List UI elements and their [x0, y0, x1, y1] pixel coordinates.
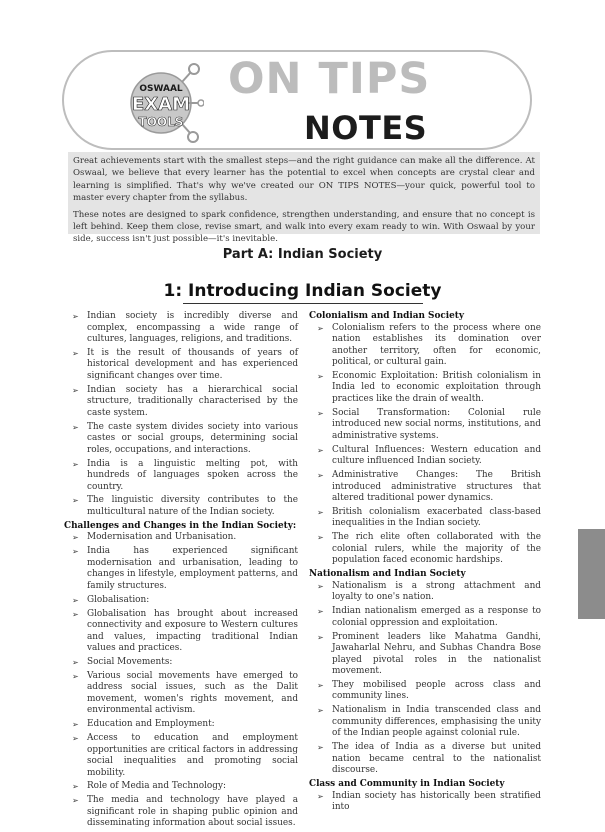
- bullet-item: ➢ Modernisation and Urbanisation.: [64, 532, 298, 544]
- intro-paragraph-2: These notes are designed to spark confidence, strengthen understanding, and ensure that no concept is left behind. Keep them close, revise smart, and walk into every exam ready to win. With Oswaal by your side, success isn't just possible—it's inevitable.: [73, 209, 535, 245]
- chapter-title: 1: Introducing Indian Society: [163, 281, 442, 301]
- bullet-item: ➢ Indian society has historically been stratified into: [309, 791, 541, 814]
- bullet-item: ➢ The caste system divides society into various castes or social groups, determining social roles, occupations, and interactions.: [64, 422, 298, 457]
- left-column: [64, 311, 298, 832]
- bullet-item: ➢ Social Transformation: Colonial rule introduced new social norms, institutions, and administrative systems.: [309, 408, 541, 443]
- bullet-item: ➢ Role of Media and Technology:: [64, 781, 298, 793]
- intro-box: [68, 152, 540, 245]
- bullet-item: ➢ India is a linguistic melting pot, with hundreds of languages spoken across the country.: [64, 459, 298, 494]
- logo-text-tools: TOOLS: [138, 115, 184, 129]
- bullet-item: ➢ Nationalism is a strong attachment and loyalty to one's nation.: [309, 581, 541, 604]
- bullet-item: ➢ Colonialism refers to the process where one nation establishes its domination over another territory, often for economic, political, or cultural gain.: [309, 323, 541, 369]
- bullet-item: ➢ Social Movements:: [64, 657, 298, 669]
- bullet-item: ➢ Indian nationalism emerged as a response to colonial oppression and exploitation.: [309, 606, 541, 629]
- bullet-item: ➢ Nationalism in India transcended class and community differences, emphasising the unity of the Indian people against colonial rule.: [309, 705, 541, 740]
- banner-title-on-tips: ON TIPS: [228, 54, 431, 104]
- banner-title-notes: NOTES: [304, 109, 428, 147]
- bullet-item: ➢ Administrative Changes: The British introduced administrative structures that altered traditional power dynamics.: [309, 470, 541, 505]
- bullet-item: ➢ The rich elite often collaborated with the colonial rulers, while the majority of the population faced economic hardships.: [309, 532, 541, 567]
- section-heading-nationalism: Nationalism and Indian Society: [309, 569, 466, 580]
- logo-text-exam: EXAM: [131, 94, 191, 115]
- intro-paragraph-1: Great achievements start with the smallest steps—and the right guidance can make all the difference. At Oswaal, we believe that every learner has the potential to excel when concepts are crystal clear and learning is simplified. That's why we've created our ON TIPS NOTES—your quick, powerful tool to master every chapter from the syllabus.: [73, 156, 535, 204]
- bullet-item: ➢ The media and technology have played a significant role in shaping public opinion and disseminating information about social issues.: [64, 795, 298, 830]
- oswaal-logo: [118, 60, 204, 146]
- bullet-list-colonialism: [309, 323, 541, 567]
- bullet-item: ➢ Economic Exploitation: British colonialism in India led to economic exploitation through practices like the drain of wealth.: [309, 371, 541, 406]
- bullet-item: ➢ Globalisation:: [64, 595, 298, 607]
- bullet-list-intro: [64, 311, 298, 518]
- bullet-item: ➢ Cultural Influences: Western education and culture influenced Indian society.: [309, 445, 541, 468]
- bullet-item: ➢ Indian society has a hierarchical social structure, traditionally characterised by the caste system.: [64, 385, 298, 420]
- bullet-item: ➢ British colonialism exacerbated class-based inequalities in the Indian society.: [309, 507, 541, 530]
- bullet-item: ➢ Prominent leaders like Mahatma Gandhi, Jawaharlal Nehru, and Subhas Chandra Bose played pivotal roles in the nationalist movement.: [309, 632, 541, 678]
- right-column: [309, 311, 541, 816]
- bullet-list-class-community: [309, 791, 541, 814]
- section-heading-challenges: Challenges and Changes in the Indian Society:: [64, 520, 297, 531]
- logo-text-oswaal: OSWAAL: [139, 84, 183, 94]
- bullet-item: ➢ The idea of India as a diverse but united nation became central to the nationalist discourse.: [309, 742, 541, 777]
- chapter-title-underline: [183, 303, 423, 304]
- part-title: Part A: Indian Society: [222, 247, 383, 262]
- side-thumb-tab: [578, 529, 605, 619]
- bullet-item: ➢ Education and Employment:: [64, 719, 298, 731]
- bullet-item: ➢ Access to education and employment opportunities are critical factors in addressing social inequalities and promoting social mobility.: [64, 733, 298, 779]
- bullet-item: ➢ Indian society is incredibly diverse and complex, encompassing a wide range of cultures, languages, religions, and traditions.: [64, 311, 298, 346]
- bullet-item: ➢ The linguistic diversity contributes to the multicultural nature of the Indian society.: [64, 495, 298, 518]
- bullet-item: ➢ They mobilised people across class and community lines.: [309, 680, 541, 703]
- bullet-item: ➢ It is the result of thousands of years of historical development and has experienced significant changes over time.: [64, 348, 298, 383]
- bullet-item: ➢ Various social movements have emerged to address social issues, such as the Dalit movement, women's rights movement, and environmental activism.: [64, 671, 298, 717]
- bullet-item: ➢ Globalisation has brought about increased connectivity and exposure to Western cultures and values, impacting traditional Indian values and practices.: [64, 609, 298, 655]
- section-heading-colonialism: Colonialism and Indian Society: [309, 311, 465, 321]
- bullet-list-nationalism: [309, 581, 541, 777]
- section-heading-class-community: Class and Community in Indian Society: [309, 779, 505, 790]
- bullet-list-challenges: [64, 532, 298, 830]
- bullet-item: ➢ India has experienced significant modernisation and urbanisation, leading to changes in lifestyle, employment patterns, and family structures.: [64, 546, 298, 592]
